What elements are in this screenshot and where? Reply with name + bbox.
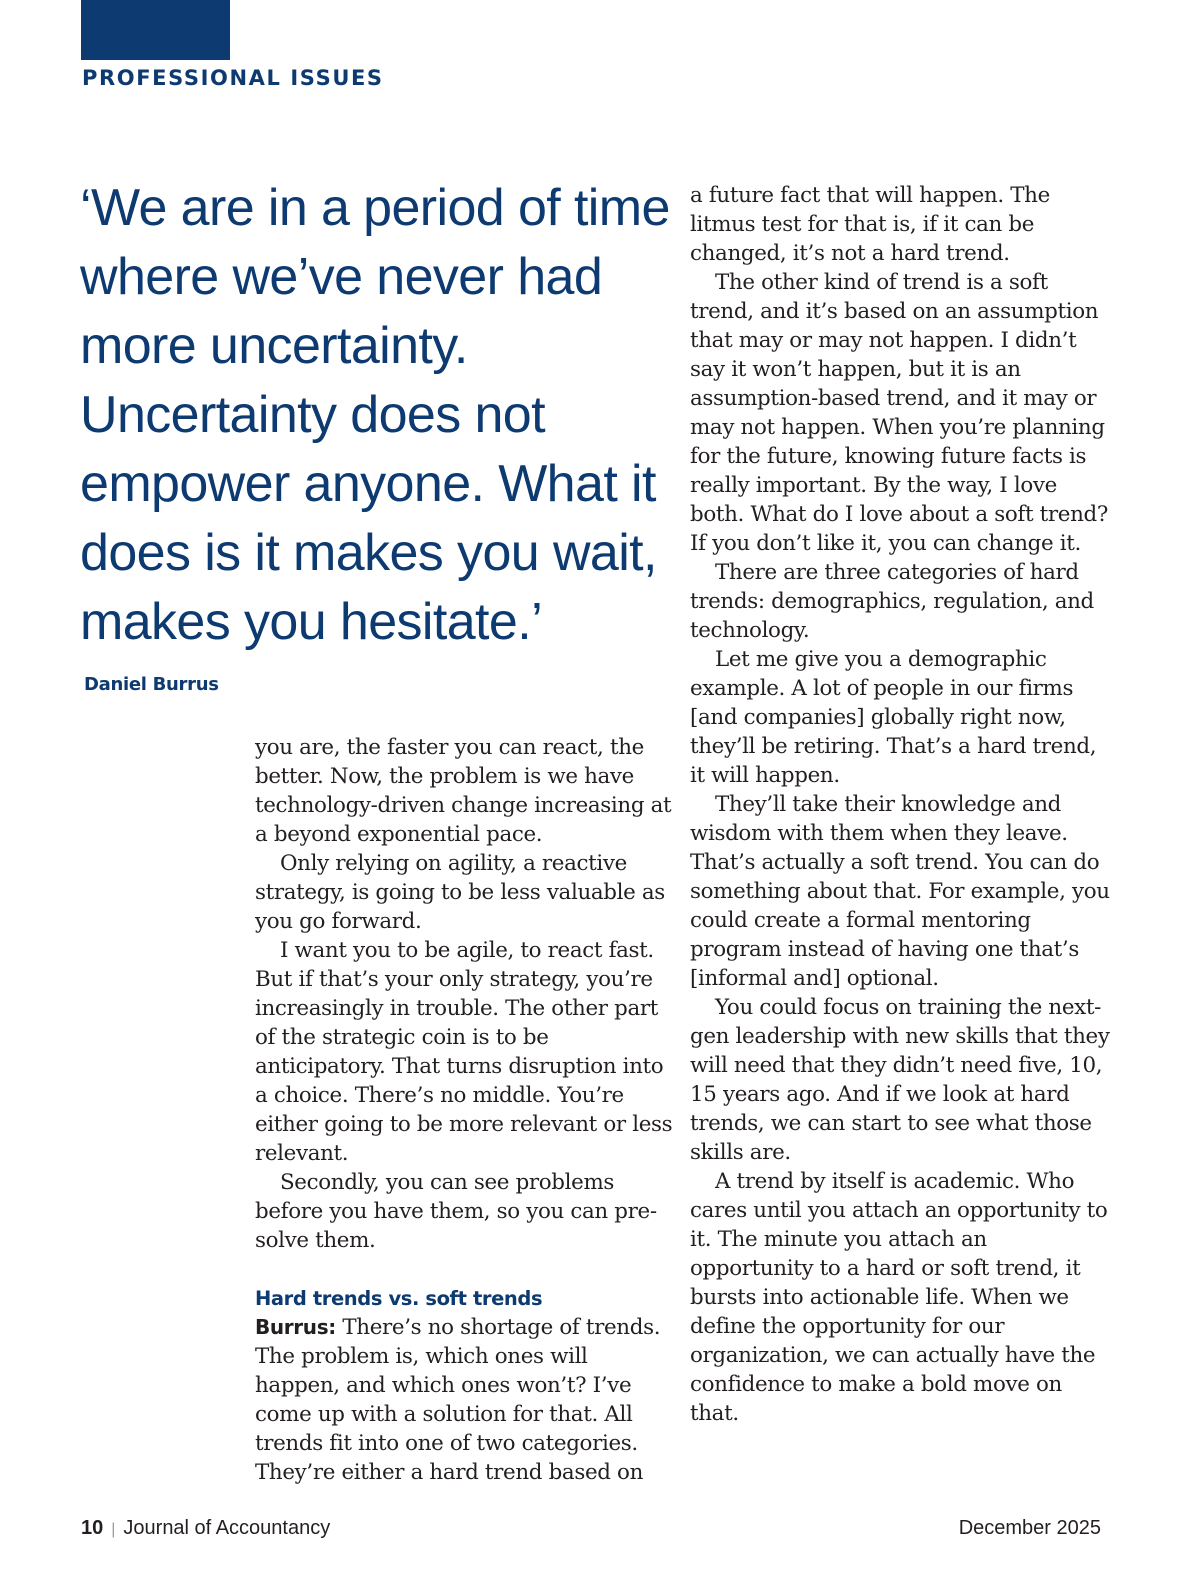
pull-quote-line: makes you hesitate.’ (80, 593, 543, 651)
paragraph: You could focus on training the next-gen leadership with new skills that they will need that they didn’t need five, 10, 15 years ago. And if we look at hard trends, we can start to see what those skills are. (690, 995, 1110, 1165)
paragraph: They’ll take their knowledge and wisdom with them when they leave. That’s actually a soft trend. You can do something about that. For example, you could create a formal mentoring program instead of having one that’s [informal and] optional. (690, 792, 1110, 991)
page-number: 10 (81, 1517, 104, 1539)
paragraph: Let me give you a demographic example. A lot of people in our firms [and companies] globally right now, they’ll be retiring. That’s a hard trend, it will happen. (690, 647, 1097, 788)
paragraph-text: There’s no shortage of trends. The problem is, which ones will happen, and which ones won’t? I’ve come up with a solution for that. All trends fit into one of two categories. They’re either a hard trend based on (255, 1315, 661, 1485)
pull-quote-line: Uncertainty does not (80, 386, 545, 444)
pull-quote-line: empower anyone. What it (80, 455, 656, 513)
footer-separator: | (111, 1521, 116, 1538)
section-color-block (81, 0, 230, 60)
paragraph: you are, the faster you can react, the better. Now, the problem is we have technology-driven change increasing at a beyond exponential pace. (255, 735, 672, 847)
paragraph: a future fact that will happen. The litmus test for that is, if it can be changed, it’s not a hard trend. (690, 183, 1050, 266)
pull-quote-line: more uncertainty. (80, 317, 468, 375)
paragraph: Secondly, you can see problems before you have them, so you can pre-solve them. (255, 1170, 657, 1253)
paragraph: A trend by itself is academic. Who cares until you attach an opportunity to it. The minute you attach an opportunity to a hard or soft trend, it bursts into actionable life. When we define the opportunity for our organization, we can actually have the confidence to make a bold move on that. (690, 1169, 1108, 1426)
pull-quote-line: ‘We are in a period of time (80, 179, 670, 237)
paragraph: There are three categories of hard trends: demographics, regulation, and technology. (690, 560, 1094, 643)
paragraph: Only relying on agility, a reactive strategy, is going to be less valuable as you go forward. (255, 851, 665, 934)
body-column-right (690, 181, 1110, 1428)
pull-quote-line: does is it makes you wait, (80, 524, 657, 582)
pull-quote-line: where we’ve never had (80, 248, 603, 306)
publication-name: Journal of Accountancy (123, 1517, 331, 1539)
issue-date: December 2025 (958, 1517, 1101, 1539)
footer-left (81, 1517, 330, 1540)
pull-quote (80, 174, 670, 657)
pull-quote-attribution: Daniel Burrus (84, 674, 219, 695)
speaker-label: Burrus: (255, 1315, 336, 1339)
section-label: PROFESSIONAL ISSUES (82, 66, 384, 90)
subheading: Hard trends vs. soft trends (255, 1287, 543, 1310)
paragraph (255, 1313, 675, 1487)
paragraph: The other kind of trend is a soft trend, and it’s based on an assumption that may or may not happen. I didn’t say it won’t happen, but it is an assumption-based trend, and it may or may not happen. When you’re planning for the future, knowing future facts is really important. By the way, I love both. What do I love about a soft trend? If you don’t like it, you can change it. (690, 270, 1108, 556)
paragraph: I want you to be agile, to react fast. But if that’s your only strategy, you’re increasingly in trouble. The other part of the strategic coin is to be anticipatory. That turns disruption into a choice. There’s no middle. You’re either going to be more relevant or less relevant. (255, 938, 673, 1166)
body-column-left (255, 733, 675, 1487)
